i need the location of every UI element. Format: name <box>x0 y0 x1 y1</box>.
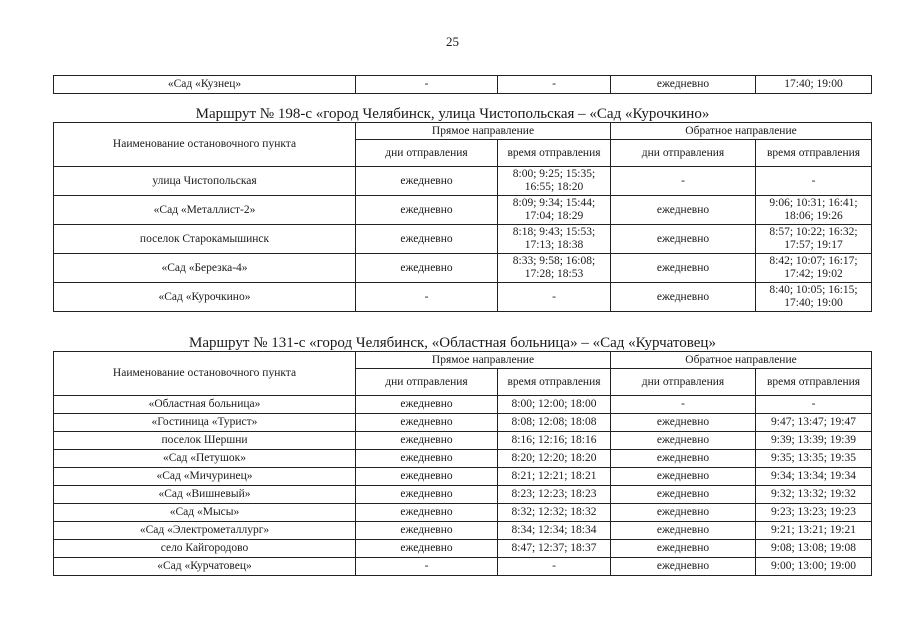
return-times: 9:32; 13:32; 19:32 <box>756 486 872 504</box>
table-row <box>54 254 872 283</box>
stop-name: «Сад «Курчатовец» <box>54 558 356 576</box>
header-forward-days: дни отправления <box>356 140 498 167</box>
forward-times: 8:00; 9:25; 15:35; 16:55; 18:20 <box>498 167 611 196</box>
return-times: 9:00; 13:00; 19:00 <box>756 558 872 576</box>
return-days: ежедневно <box>611 522 756 540</box>
table-row <box>54 468 872 486</box>
table-row <box>54 522 872 540</box>
table-row <box>54 486 872 504</box>
forward-days: - <box>356 76 498 94</box>
header-stop-name: Наименование остановочного пункта <box>54 352 356 396</box>
forward-times: 8:00; 12:00; 18:00 <box>498 396 611 414</box>
route-198-table <box>53 122 872 312</box>
return-days: - <box>611 396 756 414</box>
return-days: ежедневно <box>611 225 756 254</box>
return-times: 17:40; 19:00 <box>756 76 872 94</box>
table-row <box>54 225 872 254</box>
stop-name: «Сад «Электрометаллург» <box>54 522 356 540</box>
stop-name: село Кайгородово <box>54 540 356 558</box>
stop-name: «Сад «Кузнец» <box>54 76 356 94</box>
stop-name: «Сад «Мысы» <box>54 504 356 522</box>
forward-times: 8:18; 9:43; 15:53; 17:13; 18:38 <box>498 225 611 254</box>
return-days: ежедневно <box>611 540 756 558</box>
stop-name: поселок Шершни <box>54 432 356 450</box>
return-times: 8:57; 10:22; 16:32; 17:57; 19:17 <box>756 225 872 254</box>
table-row <box>54 196 872 225</box>
header-forward: Прямое направление <box>356 352 611 369</box>
return-days: ежедневно <box>611 504 756 522</box>
return-days: ежедневно <box>611 432 756 450</box>
return-times: - <box>756 167 872 196</box>
return-days: ежедневно <box>611 558 756 576</box>
return-times: 8:42; 10:07; 16:17; 17:42; 19:02 <box>756 254 872 283</box>
return-days: ежедневно <box>611 283 756 312</box>
stop-name: «Сад «Березка-4» <box>54 254 356 283</box>
return-days: ежедневно <box>611 468 756 486</box>
stop-name: улица Чистопольская <box>54 167 356 196</box>
return-times: 8:40; 10:05; 16:15; 17:40; 19:00 <box>756 283 872 312</box>
return-times: 9:35; 13:35; 19:35 <box>756 450 872 468</box>
header-return-days: дни отправления <box>611 140 756 167</box>
forward-days: ежедневно <box>356 486 498 504</box>
previous-table-continuation <box>53 75 872 94</box>
page-number: 25 <box>446 34 459 49</box>
table-row <box>54 396 872 414</box>
return-days: ежедневно <box>611 196 756 225</box>
table-row <box>54 76 872 94</box>
header-return-time: время отправления <box>756 369 872 396</box>
return-days: ежедневно <box>611 414 756 432</box>
forward-days: ежедневно <box>356 540 498 558</box>
forward-times: 8:21; 12:21; 18:21 <box>498 468 611 486</box>
return-times: 9:39; 13:39; 19:39 <box>756 432 872 450</box>
table-row <box>54 167 872 196</box>
forward-times: - <box>498 76 611 94</box>
stop-name: «Гостиница «Турист» <box>54 414 356 432</box>
forward-times: 8:09; 9:34; 15:44; 17:04; 18:29 <box>498 196 611 225</box>
forward-times: 8:16; 12:16; 18:16 <box>498 432 611 450</box>
route-198-title: Маршрут № 198-с «город Челябинск, улица Чистопольская – «Сад «Курочкино» <box>195 106 710 122</box>
forward-times: 8:32; 12:32; 18:32 <box>498 504 611 522</box>
forward-times: - <box>498 558 611 576</box>
forward-days: ежедневно <box>356 450 498 468</box>
forward-times: - <box>498 283 611 312</box>
forward-times: 8:33; 9:58; 16:08; 17:28; 18:53 <box>498 254 611 283</box>
forward-times: 8:34; 12:34; 18:34 <box>498 522 611 540</box>
return-times: 9:06; 10:31; 16:41; 18:06; 19:26 <box>756 196 872 225</box>
return-times: 9:08; 13:08; 19:08 <box>756 540 872 558</box>
stop-name: «Сад «Вишневый» <box>54 486 356 504</box>
header-forward: Прямое направление <box>356 123 611 140</box>
forward-days: ежедневно <box>356 414 498 432</box>
table-row <box>54 432 872 450</box>
forward-days: - <box>356 283 498 312</box>
forward-times: 8:08; 12:08; 18:08 <box>498 414 611 432</box>
forward-times: 8:23; 12:23; 18:23 <box>498 486 611 504</box>
forward-days: ежедневно <box>356 396 498 414</box>
return-times: 9:47; 13:47; 19:47 <box>756 414 872 432</box>
header-forward-time: время отправления <box>498 140 611 167</box>
table-row <box>54 414 872 432</box>
return-days: ежедневно <box>611 76 756 94</box>
stop-name: поселок Старокамышинск <box>54 225 356 254</box>
header-return-days: дни отправления <box>611 369 756 396</box>
table-row <box>54 558 872 576</box>
header-stop-name: Наименование остановочного пункта <box>54 123 356 167</box>
forward-days: ежедневно <box>356 196 498 225</box>
header-forward-time: время отправления <box>498 369 611 396</box>
table-row <box>54 450 872 468</box>
route-131-title: Маршрут № 131-с «город Челябинск, «Областная больница» – «Сад «Курчатовец» <box>189 335 716 351</box>
route-131-table <box>53 351 872 576</box>
return-times: 9:23; 13:23; 19:23 <box>756 504 872 522</box>
forward-days: - <box>356 558 498 576</box>
header-forward-days: дни отправления <box>356 369 498 396</box>
table-row <box>54 540 872 558</box>
forward-times: 8:47; 12:37; 18:37 <box>498 540 611 558</box>
header-return-time: время отправления <box>756 140 872 167</box>
return-times: - <box>756 396 872 414</box>
forward-days: ежедневно <box>356 254 498 283</box>
stop-name: «Сад «Мичуринец» <box>54 468 356 486</box>
forward-days: ежедневно <box>356 504 498 522</box>
return-days: - <box>611 167 756 196</box>
return-times: 9:21; 13:21; 19:21 <box>756 522 872 540</box>
forward-days: ежедневно <box>356 432 498 450</box>
forward-days: ежедневно <box>356 167 498 196</box>
header-return: Обратное направление <box>611 123 872 140</box>
forward-days: ежедневно <box>356 468 498 486</box>
forward-days: ежедневно <box>356 225 498 254</box>
header-return: Обратное направление <box>611 352 872 369</box>
return-days: ежедневно <box>611 254 756 283</box>
forward-times: 8:20; 12:20; 18:20 <box>498 450 611 468</box>
stop-name: «Сад «Металлист-2» <box>54 196 356 225</box>
stop-name: «Сад «Курочкино» <box>54 283 356 312</box>
stop-name: «Сад «Петушок» <box>54 450 356 468</box>
return-times: 9:34; 13:34; 19:34 <box>756 468 872 486</box>
table-row <box>54 283 872 312</box>
return-days: ежедневно <box>611 450 756 468</box>
table-row <box>54 504 872 522</box>
forward-days: ежедневно <box>356 522 498 540</box>
stop-name: «Областная больница» <box>54 396 356 414</box>
return-days: ежедневно <box>611 486 756 504</box>
